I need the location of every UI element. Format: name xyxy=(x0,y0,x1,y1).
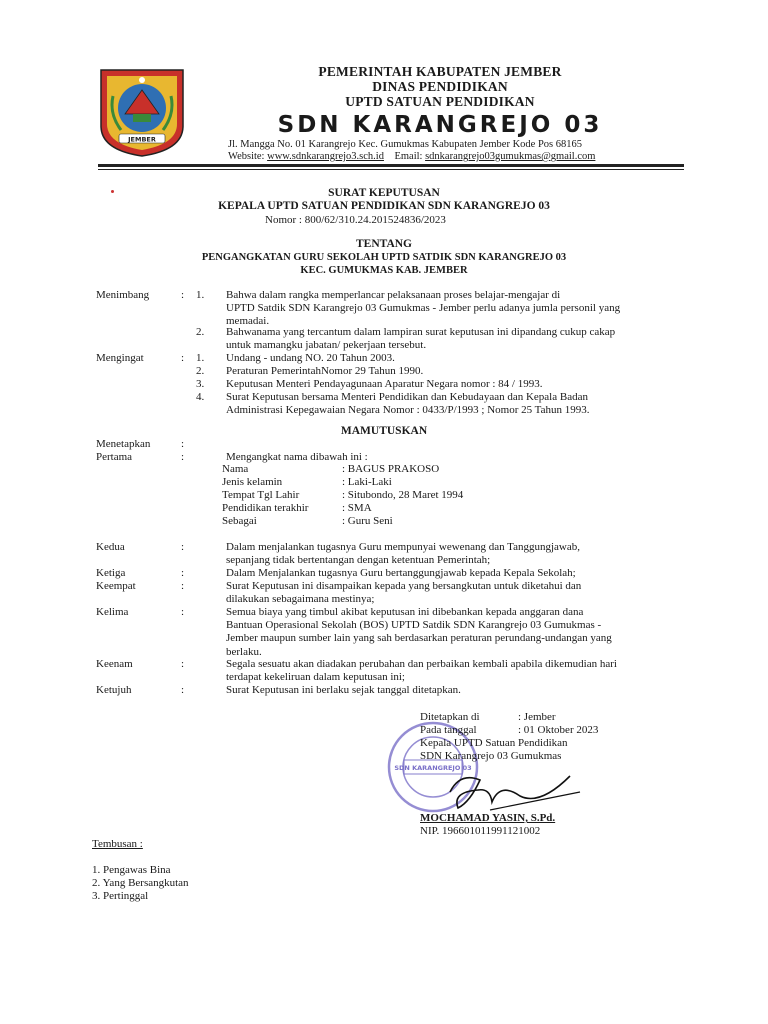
email-link[interactable]: sdnkarangrejo03gumukmas@gmail.com xyxy=(425,151,596,162)
ketujuh-label: Ketujuh xyxy=(96,684,132,696)
menimbang-num-1: 1. xyxy=(196,289,205,301)
text-line: Bahwanama yang tercantum dalam lampiran surat keputusan ini dipandang cukup cakap xyxy=(226,326,616,338)
letterhead-line3: UPTD SATUAN PENDIDIKAN xyxy=(345,94,535,109)
text-line: berlaku. xyxy=(226,645,262,658)
keempat-text xyxy=(226,580,688,606)
text-line: sepanjang tidak bertentangan dengan ketentuan Pemerintah; xyxy=(226,554,491,567)
letterhead xyxy=(200,64,680,139)
title-line1: SURAT KEPUTUSAN xyxy=(328,187,440,199)
regency-logo-icon xyxy=(97,66,187,158)
menimbang-item-1 xyxy=(226,289,688,329)
text-line: UPTD Satdik SDN Karangrejo 03 Gumukmas - Jember perlu adanya jumla personil yang xyxy=(226,302,621,315)
field-key-sebagai: Sebagai xyxy=(222,515,257,527)
field-value-jenis-kelamin: : Laki-Laki xyxy=(342,476,392,488)
keenam-text xyxy=(226,658,688,684)
menimbang-num-2: 2. xyxy=(196,326,205,338)
letterhead-line1: PEMERINTAH KABUPATEN JEMBER xyxy=(318,64,562,79)
website-link[interactable]: www.sdnkarangrejo3.sch.id xyxy=(267,151,384,162)
tembusan-item-1: 1. Pengawas Bina xyxy=(92,864,171,876)
subject-line1: PENGANGKATAN GURU SEKOLAH UPTD SATDIK SDN KARANGREJO 03 xyxy=(201,252,567,263)
kelima-text xyxy=(226,606,688,659)
logo-text: JEMBER xyxy=(128,135,156,144)
ditetapkan-value: : Jember xyxy=(518,711,556,723)
contact-line xyxy=(228,151,648,163)
menimbang-colon: : xyxy=(181,289,185,301)
kedua-text xyxy=(226,541,688,567)
letterhead-rule-thick xyxy=(98,164,684,167)
letterhead-address xyxy=(228,139,648,163)
mengingat-item-3: Keputusan Menteri Pendayagunaan Aparatur Negara nomor : 84 / 1993. xyxy=(226,378,543,390)
text-line: Dalam menjalankan tugasnya Guru mempunyai wewenang dan Tanggungjawab, xyxy=(226,541,580,553)
pertama-label: Pertama xyxy=(96,451,133,463)
tembusan-item-2: 2. Yang Bersangkutan xyxy=(92,877,189,889)
mengingat-colon: : xyxy=(181,352,185,364)
website-label: Website: xyxy=(228,151,265,162)
keempat-label: Keempat xyxy=(96,580,136,592)
pertama-intro: Mengangkat nama dibawah ini : xyxy=(226,451,368,463)
field-value-tempat-tgl-lahir: : Situbondo, 28 Maret 1994 xyxy=(342,489,464,501)
text-line: terdapat kekeliruan dalam keputusan ini; xyxy=(226,671,405,684)
mengingat-num-2: 2. xyxy=(196,365,205,377)
ketiga-colon: : xyxy=(181,567,185,579)
email-label: Email: xyxy=(394,151,423,162)
field-value-pendidikan: : SMA xyxy=(342,502,372,514)
keenam-colon: : xyxy=(181,658,185,670)
text-line: Jember maupun sumber lain yang sah berdasarkan peraturan perundang-undangan yang xyxy=(226,632,612,645)
mamutuskan-heading: MAMUTUSKAN xyxy=(340,425,428,437)
signer-nip: NIP. 196601011991121002 xyxy=(420,825,541,837)
tembusan-label: Tembusan : xyxy=(92,838,143,850)
mengingat-item-4 xyxy=(226,391,688,417)
text-line: Surat Keputusan ini disampaikan kepada yang bersangkutan untuk diketahui dan xyxy=(226,580,582,592)
ditetapkan-label: Ditetapkan di xyxy=(420,711,480,723)
text-line: dilakukan sebagaimana mestinya; xyxy=(226,593,375,606)
kedua-label: Kedua xyxy=(96,541,125,553)
letterhead-rule-thin xyxy=(98,169,684,170)
title-line2: KEPALA UPTD SATUAN PENDIDIKAN SDN KARANGREJO 03 xyxy=(218,200,550,212)
mengingat-num-1: 1. xyxy=(196,352,205,364)
menimbang-item-2 xyxy=(226,326,688,352)
text-line: Bahwa dalam rangka memperlancar pelaksanaan proses belajar-mengajar di xyxy=(226,289,561,301)
tembusan-item-3: 3. Pertinggal xyxy=(92,890,149,902)
mengingat-item-2: Peraturan PemerintahNomor 29 Tahun 1990. xyxy=(226,365,424,377)
keempat-colon: : xyxy=(181,580,185,592)
mengingat-label: Mengingat xyxy=(96,352,144,364)
menetapkan-label: Menetapkan xyxy=(96,438,151,450)
text-line: untuk mamangku jabatan/ pekerjaan tersebut. xyxy=(226,339,427,352)
mengingat-num-4: 4. xyxy=(196,391,205,403)
field-key-pendidikan: Pendidikan terakhir xyxy=(222,502,309,514)
text-line: memadai. xyxy=(226,315,270,328)
tanggal-value: : 01 Oktober 2023 xyxy=(518,724,599,736)
text-line: Administrasi Kepegawaian Negara Nomor : 0433/P/1993 ; Nomor 25 Tahun 1993. xyxy=(226,404,590,417)
text-line: Segala sesuatu akan diadakan perubahan dan perbaikan kembali apabila dikemudian hari xyxy=(226,658,617,670)
kelima-label: Kelima xyxy=(96,606,129,618)
signer-role-1: Kepala UPTD Satuan Pendidikan xyxy=(420,737,568,749)
text-line: Semua biaya yang timbul akibat keputusan ini dibebankan kepada anggaran dana xyxy=(226,606,584,618)
keenam-label: Keenam xyxy=(96,658,133,670)
signer-role-2: SDN Karangrejo 03 Gumukmas xyxy=(420,750,562,762)
pertama-colon: : xyxy=(181,451,185,463)
text-line: Surat Keputusan bersama Menteri Pendidikan dan Kebudayaan dan Kepala Badan xyxy=(226,391,588,403)
mengingat-item-1: Undang - undang NO. 20 Tahun 2003. xyxy=(226,352,395,364)
field-value-nama: : BAGUS PRAKOSO xyxy=(342,463,440,475)
document-number: Nomor : 800/62/310.24.201524836/2023 xyxy=(265,214,446,226)
kedua-colon: : xyxy=(181,541,185,553)
tanggal-label: Pada tanggal xyxy=(420,724,477,736)
field-value-sebagai: : Guru Seni xyxy=(342,515,393,527)
menimbang-label: Menimbang xyxy=(96,289,150,301)
kelima-colon: : xyxy=(181,606,185,618)
text-line: Bantuan Operasional Sekolah (BOS) UPTD Satdik SDN Karangrejo 03 Gumukmas - xyxy=(226,619,602,632)
ketujuh-colon: : xyxy=(181,684,185,696)
field-key-tempat-tgl-lahir: Tempat Tgl Lahir xyxy=(222,489,300,501)
address-line: Jl. Mangga No. 01 Karangrejo Kec. Gumukmas Kabupaten Jember Kode Pos 68165 xyxy=(228,139,583,150)
tentang-heading: TENTANG xyxy=(355,238,413,250)
menetapkan-colon: : xyxy=(181,438,185,450)
letterhead-line2: DINAS PENDIDIKAN xyxy=(372,79,508,94)
field-key-jenis-kelamin: Jenis kelamin xyxy=(222,476,283,488)
stamp-text: SDN KARANGREJO 03 xyxy=(394,764,472,772)
ketujuh-text: Surat Keputusan ini berlaku sejak tanggal ditetapkan. xyxy=(226,684,461,696)
ketiga-label: Ketiga xyxy=(96,567,126,579)
mengingat-num-3: 3. xyxy=(196,378,205,390)
ketiga-text: Dalam Menjalankan tugasnya Guru bertanggungjawab kepada Kepala Sekolah; xyxy=(226,567,576,579)
signer-name: MOCHAMAD YASIN, S.Pd. xyxy=(420,812,556,824)
field-key-nama: Nama xyxy=(222,463,249,475)
subject-line2: KEC. GUMUKMAS KAB. JEMBER xyxy=(300,265,468,276)
school-name: SDN KARANGREJO 03 xyxy=(277,112,603,138)
